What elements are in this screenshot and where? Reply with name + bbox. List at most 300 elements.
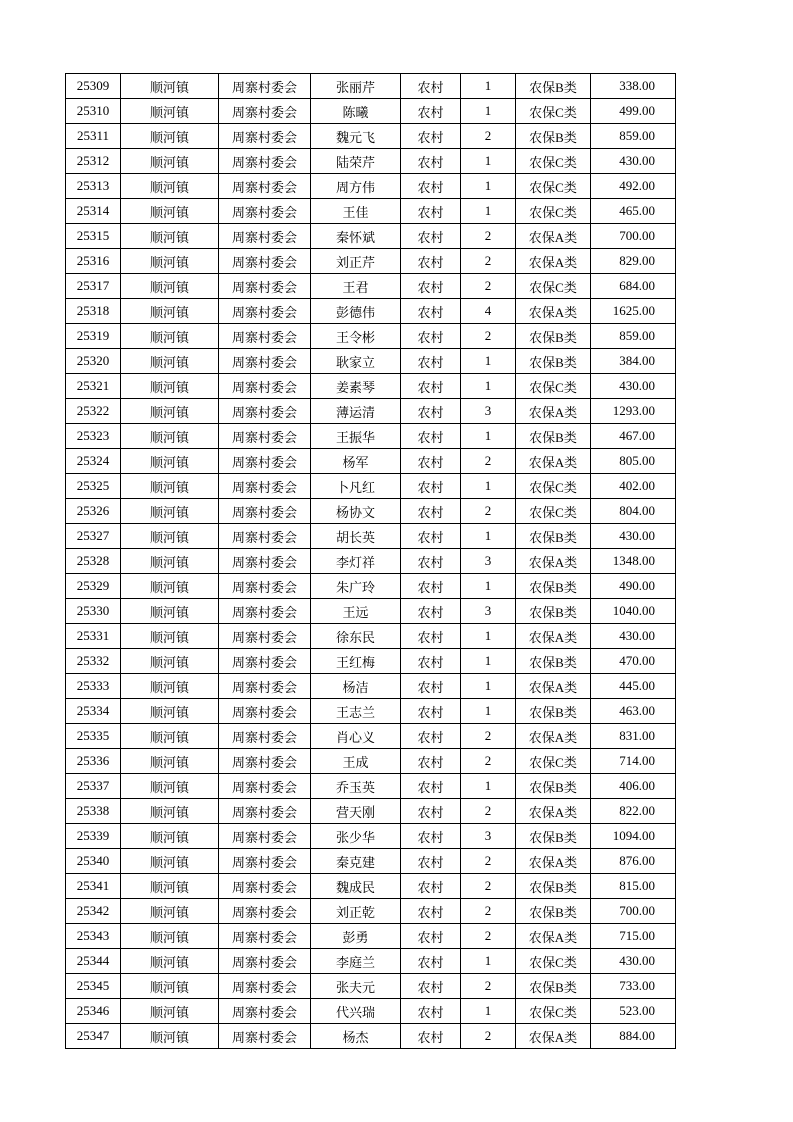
cell-person-count: 2 bbox=[461, 924, 516, 949]
cell-person-count: 2 bbox=[461, 224, 516, 249]
table-row bbox=[66, 574, 676, 599]
cell-amount: 384.00 bbox=[591, 349, 676, 374]
table-row bbox=[66, 1024, 676, 1049]
cell-insurance-category: 农保B类 bbox=[516, 699, 591, 724]
cell-serial-number: 25342 bbox=[66, 899, 121, 924]
table-row bbox=[66, 174, 676, 199]
table-row bbox=[66, 124, 676, 149]
cell-insurance-category: 农保B类 bbox=[516, 74, 591, 99]
cell-residence-type: 农村 bbox=[401, 999, 461, 1024]
cell-village-committee: 周寨村委会 bbox=[219, 674, 311, 699]
cell-residence-type: 农村 bbox=[401, 274, 461, 299]
cell-amount: 402.00 bbox=[591, 474, 676, 499]
table-row bbox=[66, 199, 676, 224]
cell-serial-number: 25320 bbox=[66, 349, 121, 374]
cell-village-committee: 周寨村委会 bbox=[219, 599, 311, 624]
cell-village-committee: 周寨村委会 bbox=[219, 99, 311, 124]
cell-village-committee: 周寨村委会 bbox=[219, 524, 311, 549]
cell-person-count: 1 bbox=[461, 174, 516, 199]
cell-person-count: 1 bbox=[461, 199, 516, 224]
cell-person-count: 3 bbox=[461, 399, 516, 424]
cell-village-committee: 周寨村委会 bbox=[219, 474, 311, 499]
cell-village-committee: 周寨村委会 bbox=[219, 349, 311, 374]
cell-person-count: 2 bbox=[461, 724, 516, 749]
cell-village-committee: 周寨村委会 bbox=[219, 174, 311, 199]
cell-residence-type: 农村 bbox=[401, 524, 461, 549]
cell-person-count: 2 bbox=[461, 449, 516, 474]
cell-serial-number: 25345 bbox=[66, 974, 121, 999]
cell-town: 顺河镇 bbox=[121, 124, 219, 149]
cell-person-name: 王红梅 bbox=[311, 649, 401, 674]
cell-amount: 523.00 bbox=[591, 999, 676, 1024]
cell-person-count: 2 bbox=[461, 899, 516, 924]
cell-person-count: 1 bbox=[461, 624, 516, 649]
cell-serial-number: 25326 bbox=[66, 499, 121, 524]
cell-person-name: 王君 bbox=[311, 274, 401, 299]
cell-insurance-category: 农保A类 bbox=[516, 299, 591, 324]
cell-residence-type: 农村 bbox=[401, 599, 461, 624]
cell-amount: 859.00 bbox=[591, 324, 676, 349]
cell-person-name: 刘正芹 bbox=[311, 249, 401, 274]
cell-serial-number: 25336 bbox=[66, 749, 121, 774]
table-row bbox=[66, 924, 676, 949]
cell-town: 顺河镇 bbox=[121, 599, 219, 624]
cell-village-committee: 周寨村委会 bbox=[219, 774, 311, 799]
cell-town: 顺河镇 bbox=[121, 199, 219, 224]
cell-insurance-category: 农保A类 bbox=[516, 849, 591, 874]
cell-town: 顺河镇 bbox=[121, 749, 219, 774]
cell-town: 顺河镇 bbox=[121, 324, 219, 349]
cell-person-count: 1 bbox=[461, 774, 516, 799]
cell-village-committee: 周寨村委会 bbox=[219, 924, 311, 949]
cell-village-committee: 周寨村委会 bbox=[219, 899, 311, 924]
cell-insurance-category: 农保A类 bbox=[516, 449, 591, 474]
cell-person-name: 徐东民 bbox=[311, 624, 401, 649]
cell-amount: 490.00 bbox=[591, 574, 676, 599]
cell-serial-number: 25333 bbox=[66, 674, 121, 699]
cell-person-name: 陈曦 bbox=[311, 99, 401, 124]
table-row bbox=[66, 824, 676, 849]
cell-residence-type: 农村 bbox=[401, 99, 461, 124]
cell-amount: 499.00 bbox=[591, 99, 676, 124]
cell-amount: 822.00 bbox=[591, 799, 676, 824]
cell-town: 顺河镇 bbox=[121, 449, 219, 474]
cell-person-count: 2 bbox=[461, 1024, 516, 1049]
cell-amount: 492.00 bbox=[591, 174, 676, 199]
cell-serial-number: 25316 bbox=[66, 249, 121, 274]
cell-residence-type: 农村 bbox=[401, 899, 461, 924]
cell-residence-type: 农村 bbox=[401, 499, 461, 524]
cell-village-committee: 周寨村委会 bbox=[219, 1024, 311, 1049]
cell-village-committee: 周寨村委会 bbox=[219, 274, 311, 299]
table-row bbox=[66, 449, 676, 474]
table-row bbox=[66, 224, 676, 249]
table-row bbox=[66, 974, 676, 999]
cell-village-committee: 周寨村委会 bbox=[219, 224, 311, 249]
cell-person-count: 1 bbox=[461, 999, 516, 1024]
cell-person-name: 营天刚 bbox=[311, 799, 401, 824]
cell-insurance-category: 农保B类 bbox=[516, 524, 591, 549]
table-row bbox=[66, 99, 676, 124]
cell-village-committee: 周寨村委会 bbox=[219, 949, 311, 974]
table-row bbox=[66, 274, 676, 299]
cell-person-name: 肖心义 bbox=[311, 724, 401, 749]
cell-insurance-category: 农保B类 bbox=[516, 349, 591, 374]
cell-town: 顺河镇 bbox=[121, 999, 219, 1024]
cell-village-committee: 周寨村委会 bbox=[219, 499, 311, 524]
cell-person-count: 1 bbox=[461, 649, 516, 674]
cell-amount: 1348.00 bbox=[591, 549, 676, 574]
cell-insurance-category: 农保B类 bbox=[516, 324, 591, 349]
cell-person-count: 2 bbox=[461, 124, 516, 149]
table-row bbox=[66, 699, 676, 724]
table-row bbox=[66, 549, 676, 574]
cell-serial-number: 25339 bbox=[66, 824, 121, 849]
cell-insurance-category: 农保C类 bbox=[516, 374, 591, 399]
cell-residence-type: 农村 bbox=[401, 574, 461, 599]
cell-insurance-category: 农保C类 bbox=[516, 199, 591, 224]
cell-person-name: 杨军 bbox=[311, 449, 401, 474]
cell-person-name: 魏成民 bbox=[311, 874, 401, 899]
table-row bbox=[66, 799, 676, 824]
cell-town: 顺河镇 bbox=[121, 249, 219, 274]
cell-person-count: 4 bbox=[461, 299, 516, 324]
cell-serial-number: 25324 bbox=[66, 449, 121, 474]
cell-person-count: 1 bbox=[461, 574, 516, 599]
cell-village-committee: 周寨村委会 bbox=[219, 424, 311, 449]
cell-person-name: 王佳 bbox=[311, 199, 401, 224]
cell-village-committee: 周寨村委会 bbox=[219, 449, 311, 474]
table-row bbox=[66, 324, 676, 349]
cell-person-name: 胡长英 bbox=[311, 524, 401, 549]
table-row bbox=[66, 874, 676, 899]
cell-village-committee: 周寨村委会 bbox=[219, 699, 311, 724]
cell-town: 顺河镇 bbox=[121, 549, 219, 574]
cell-person-count: 2 bbox=[461, 799, 516, 824]
cell-person-name: 秦克建 bbox=[311, 849, 401, 874]
cell-serial-number: 25335 bbox=[66, 724, 121, 749]
cell-person-count: 2 bbox=[461, 874, 516, 899]
cell-village-committee: 周寨村委会 bbox=[219, 649, 311, 674]
cell-person-count: 1 bbox=[461, 699, 516, 724]
cell-person-name: 彭勇 bbox=[311, 924, 401, 949]
cell-residence-type: 农村 bbox=[401, 849, 461, 874]
cell-insurance-category: 农保B类 bbox=[516, 124, 591, 149]
table-row bbox=[66, 424, 676, 449]
cell-person-count: 1 bbox=[461, 424, 516, 449]
cell-village-committee: 周寨村委会 bbox=[219, 724, 311, 749]
table-row bbox=[66, 649, 676, 674]
cell-residence-type: 农村 bbox=[401, 824, 461, 849]
cell-village-committee: 周寨村委会 bbox=[219, 149, 311, 174]
cell-insurance-category: 农保B类 bbox=[516, 824, 591, 849]
cell-residence-type: 农村 bbox=[401, 874, 461, 899]
cell-insurance-category: 农保C类 bbox=[516, 99, 591, 124]
cell-town: 顺河镇 bbox=[121, 849, 219, 874]
cell-amount: 1625.00 bbox=[591, 299, 676, 324]
cell-town: 顺河镇 bbox=[121, 374, 219, 399]
cell-amount: 430.00 bbox=[591, 949, 676, 974]
cell-person-name: 刘正乾 bbox=[311, 899, 401, 924]
cell-person-count: 2 bbox=[461, 749, 516, 774]
cell-residence-type: 农村 bbox=[401, 474, 461, 499]
table-row bbox=[66, 774, 676, 799]
cell-town: 顺河镇 bbox=[121, 349, 219, 374]
cell-village-committee: 周寨村委会 bbox=[219, 299, 311, 324]
cell-person-count: 2 bbox=[461, 974, 516, 999]
cell-insurance-category: 农保B类 bbox=[516, 874, 591, 899]
cell-amount: 805.00 bbox=[591, 449, 676, 474]
cell-insurance-category: 农保A类 bbox=[516, 724, 591, 749]
cell-town: 顺河镇 bbox=[121, 274, 219, 299]
table-row bbox=[66, 949, 676, 974]
cell-amount: 467.00 bbox=[591, 424, 676, 449]
cell-town: 顺河镇 bbox=[121, 499, 219, 524]
cell-person-count: 1 bbox=[461, 74, 516, 99]
cell-insurance-category: 农保C类 bbox=[516, 174, 591, 199]
cell-insurance-category: 农保B类 bbox=[516, 774, 591, 799]
cell-residence-type: 农村 bbox=[401, 149, 461, 174]
cell-town: 顺河镇 bbox=[121, 299, 219, 324]
cell-amount: 445.00 bbox=[591, 674, 676, 699]
cell-person-name: 秦怀斌 bbox=[311, 224, 401, 249]
cell-serial-number: 25318 bbox=[66, 299, 121, 324]
cell-person-name: 周方伟 bbox=[311, 174, 401, 199]
cell-residence-type: 农村 bbox=[401, 374, 461, 399]
cell-insurance-category: 农保A类 bbox=[516, 674, 591, 699]
cell-amount: 876.00 bbox=[591, 849, 676, 874]
cell-village-committee: 周寨村委会 bbox=[219, 749, 311, 774]
cell-village-committee: 周寨村委会 bbox=[219, 974, 311, 999]
cell-amount: 700.00 bbox=[591, 899, 676, 924]
cell-serial-number: 25329 bbox=[66, 574, 121, 599]
cell-insurance-category: 农保A类 bbox=[516, 224, 591, 249]
cell-residence-type: 农村 bbox=[401, 649, 461, 674]
cell-serial-number: 25340 bbox=[66, 849, 121, 874]
table-row bbox=[66, 599, 676, 624]
cell-person-name: 陆荣芹 bbox=[311, 149, 401, 174]
cell-insurance-category: 农保A类 bbox=[516, 1024, 591, 1049]
cell-town: 顺河镇 bbox=[121, 224, 219, 249]
cell-residence-type: 农村 bbox=[401, 199, 461, 224]
cell-village-committee: 周寨村委会 bbox=[219, 849, 311, 874]
cell-town: 顺河镇 bbox=[121, 824, 219, 849]
cell-village-committee: 周寨村委会 bbox=[219, 799, 311, 824]
cell-serial-number: 25343 bbox=[66, 924, 121, 949]
cell-person-count: 1 bbox=[461, 349, 516, 374]
cell-amount: 804.00 bbox=[591, 499, 676, 524]
cell-town: 顺河镇 bbox=[121, 399, 219, 424]
cell-town: 顺河镇 bbox=[121, 524, 219, 549]
cell-residence-type: 农村 bbox=[401, 424, 461, 449]
cell-person-name: 李庭兰 bbox=[311, 949, 401, 974]
cell-town: 顺河镇 bbox=[121, 149, 219, 174]
cell-residence-type: 农村 bbox=[401, 174, 461, 199]
cell-person-name: 王远 bbox=[311, 599, 401, 624]
cell-town: 顺河镇 bbox=[121, 724, 219, 749]
cell-residence-type: 农村 bbox=[401, 399, 461, 424]
cell-amount: 829.00 bbox=[591, 249, 676, 274]
cell-village-committee: 周寨村委会 bbox=[219, 874, 311, 899]
cell-serial-number: 25338 bbox=[66, 799, 121, 824]
cell-amount: 463.00 bbox=[591, 699, 676, 724]
cell-serial-number: 25315 bbox=[66, 224, 121, 249]
cell-town: 顺河镇 bbox=[121, 899, 219, 924]
cell-person-count: 3 bbox=[461, 599, 516, 624]
cell-residence-type: 农村 bbox=[401, 549, 461, 574]
cell-amount: 700.00 bbox=[591, 224, 676, 249]
cell-person-name: 杨协文 bbox=[311, 499, 401, 524]
table-row bbox=[66, 899, 676, 924]
table-row bbox=[66, 374, 676, 399]
table-row bbox=[66, 149, 676, 174]
table-row bbox=[66, 724, 676, 749]
cell-person-count: 1 bbox=[461, 149, 516, 174]
cell-insurance-category: 农保B类 bbox=[516, 424, 591, 449]
cell-person-name: 王成 bbox=[311, 749, 401, 774]
cell-village-committee: 周寨村委会 bbox=[219, 824, 311, 849]
cell-amount: 1040.00 bbox=[591, 599, 676, 624]
cell-serial-number: 25321 bbox=[66, 374, 121, 399]
cell-insurance-category: 农保C类 bbox=[516, 949, 591, 974]
table-row bbox=[66, 674, 676, 699]
cell-person-count: 1 bbox=[461, 524, 516, 549]
table-row bbox=[66, 524, 676, 549]
cell-person-count: 2 bbox=[461, 274, 516, 299]
cell-amount: 430.00 bbox=[591, 524, 676, 549]
cell-serial-number: 25330 bbox=[66, 599, 121, 624]
cell-town: 顺河镇 bbox=[121, 649, 219, 674]
cell-town: 顺河镇 bbox=[121, 874, 219, 899]
cell-residence-type: 农村 bbox=[401, 299, 461, 324]
cell-person-count: 1 bbox=[461, 949, 516, 974]
cell-serial-number: 25325 bbox=[66, 474, 121, 499]
cell-town: 顺河镇 bbox=[121, 174, 219, 199]
cell-insurance-category: 农保C类 bbox=[516, 999, 591, 1024]
cell-insurance-category: 农保C类 bbox=[516, 474, 591, 499]
cell-amount: 715.00 bbox=[591, 924, 676, 949]
cell-insurance-category: 农保A类 bbox=[516, 799, 591, 824]
cell-village-committee: 周寨村委会 bbox=[219, 124, 311, 149]
cell-person-name: 姜素琴 bbox=[311, 374, 401, 399]
cell-person-name: 卜凡红 bbox=[311, 474, 401, 499]
cell-serial-number: 25341 bbox=[66, 874, 121, 899]
cell-amount: 714.00 bbox=[591, 749, 676, 774]
cell-person-name: 王振华 bbox=[311, 424, 401, 449]
cell-amount: 430.00 bbox=[591, 374, 676, 399]
cell-insurance-category: 农保A类 bbox=[516, 924, 591, 949]
cell-serial-number: 25347 bbox=[66, 1024, 121, 1049]
table-row bbox=[66, 624, 676, 649]
cell-amount: 1293.00 bbox=[591, 399, 676, 424]
cell-person-name: 杨洁 bbox=[311, 674, 401, 699]
cell-person-count: 3 bbox=[461, 824, 516, 849]
cell-village-committee: 周寨村委会 bbox=[219, 199, 311, 224]
cell-insurance-category: 农保B类 bbox=[516, 899, 591, 924]
cell-serial-number: 25334 bbox=[66, 699, 121, 724]
cell-amount: 430.00 bbox=[591, 624, 676, 649]
cell-insurance-category: 农保B类 bbox=[516, 599, 591, 624]
cell-residence-type: 农村 bbox=[401, 74, 461, 99]
cell-town: 顺河镇 bbox=[121, 474, 219, 499]
cell-amount: 1094.00 bbox=[591, 824, 676, 849]
cell-serial-number: 25310 bbox=[66, 99, 121, 124]
cell-residence-type: 农村 bbox=[401, 949, 461, 974]
cell-amount: 338.00 bbox=[591, 74, 676, 99]
cell-serial-number: 25313 bbox=[66, 174, 121, 199]
cell-person-name: 魏元飞 bbox=[311, 124, 401, 149]
cell-serial-number: 25331 bbox=[66, 624, 121, 649]
cell-village-committee: 周寨村委会 bbox=[219, 74, 311, 99]
cell-serial-number: 25344 bbox=[66, 949, 121, 974]
table-row bbox=[66, 749, 676, 774]
cell-residence-type: 农村 bbox=[401, 974, 461, 999]
cell-amount: 884.00 bbox=[591, 1024, 676, 1049]
cell-insurance-category: 农保A类 bbox=[516, 249, 591, 274]
cell-residence-type: 农村 bbox=[401, 324, 461, 349]
cell-village-committee: 周寨村委会 bbox=[219, 249, 311, 274]
cell-person-name: 李灯祥 bbox=[311, 549, 401, 574]
cell-serial-number: 25322 bbox=[66, 399, 121, 424]
cell-village-committee: 周寨村委会 bbox=[219, 624, 311, 649]
table-row bbox=[66, 399, 676, 424]
cell-person-name: 王志兰 bbox=[311, 699, 401, 724]
cell-amount: 684.00 bbox=[591, 274, 676, 299]
cell-amount: 831.00 bbox=[591, 724, 676, 749]
cell-serial-number: 25337 bbox=[66, 774, 121, 799]
table-row bbox=[66, 299, 676, 324]
cell-town: 顺河镇 bbox=[121, 574, 219, 599]
cell-village-committee: 周寨村委会 bbox=[219, 574, 311, 599]
cell-person-count: 2 bbox=[461, 324, 516, 349]
cell-serial-number: 25346 bbox=[66, 999, 121, 1024]
cell-residence-type: 农村 bbox=[401, 749, 461, 774]
cell-insurance-category: 农保C类 bbox=[516, 749, 591, 774]
table-row bbox=[66, 349, 676, 374]
cell-insurance-category: 农保A类 bbox=[516, 549, 591, 574]
cell-residence-type: 农村 bbox=[401, 924, 461, 949]
table-row bbox=[66, 474, 676, 499]
cell-town: 顺河镇 bbox=[121, 624, 219, 649]
cell-village-committee: 周寨村委会 bbox=[219, 399, 311, 424]
cell-town: 顺河镇 bbox=[121, 74, 219, 99]
cell-serial-number: 25317 bbox=[66, 274, 121, 299]
cell-residence-type: 农村 bbox=[401, 624, 461, 649]
cell-town: 顺河镇 bbox=[121, 424, 219, 449]
cell-amount: 430.00 bbox=[591, 149, 676, 174]
cell-person-name: 张少华 bbox=[311, 824, 401, 849]
table-row bbox=[66, 499, 676, 524]
table-row bbox=[66, 849, 676, 874]
cell-serial-number: 25323 bbox=[66, 424, 121, 449]
cell-amount: 733.00 bbox=[591, 974, 676, 999]
cell-town: 顺河镇 bbox=[121, 974, 219, 999]
cell-person-count: 1 bbox=[461, 99, 516, 124]
cell-village-committee: 周寨村委会 bbox=[219, 374, 311, 399]
cell-amount: 815.00 bbox=[591, 874, 676, 899]
cell-serial-number: 25327 bbox=[66, 524, 121, 549]
cell-serial-number: 25328 bbox=[66, 549, 121, 574]
cell-amount: 859.00 bbox=[591, 124, 676, 149]
cell-person-name: 朱广玲 bbox=[311, 574, 401, 599]
cell-person-name: 张丽芹 bbox=[311, 74, 401, 99]
cell-serial-number: 25312 bbox=[66, 149, 121, 174]
cell-insurance-category: 农保B类 bbox=[516, 974, 591, 999]
cell-person-count: 1 bbox=[461, 374, 516, 399]
cell-town: 顺河镇 bbox=[121, 699, 219, 724]
cell-amount: 406.00 bbox=[591, 774, 676, 799]
cell-person-count: 3 bbox=[461, 549, 516, 574]
